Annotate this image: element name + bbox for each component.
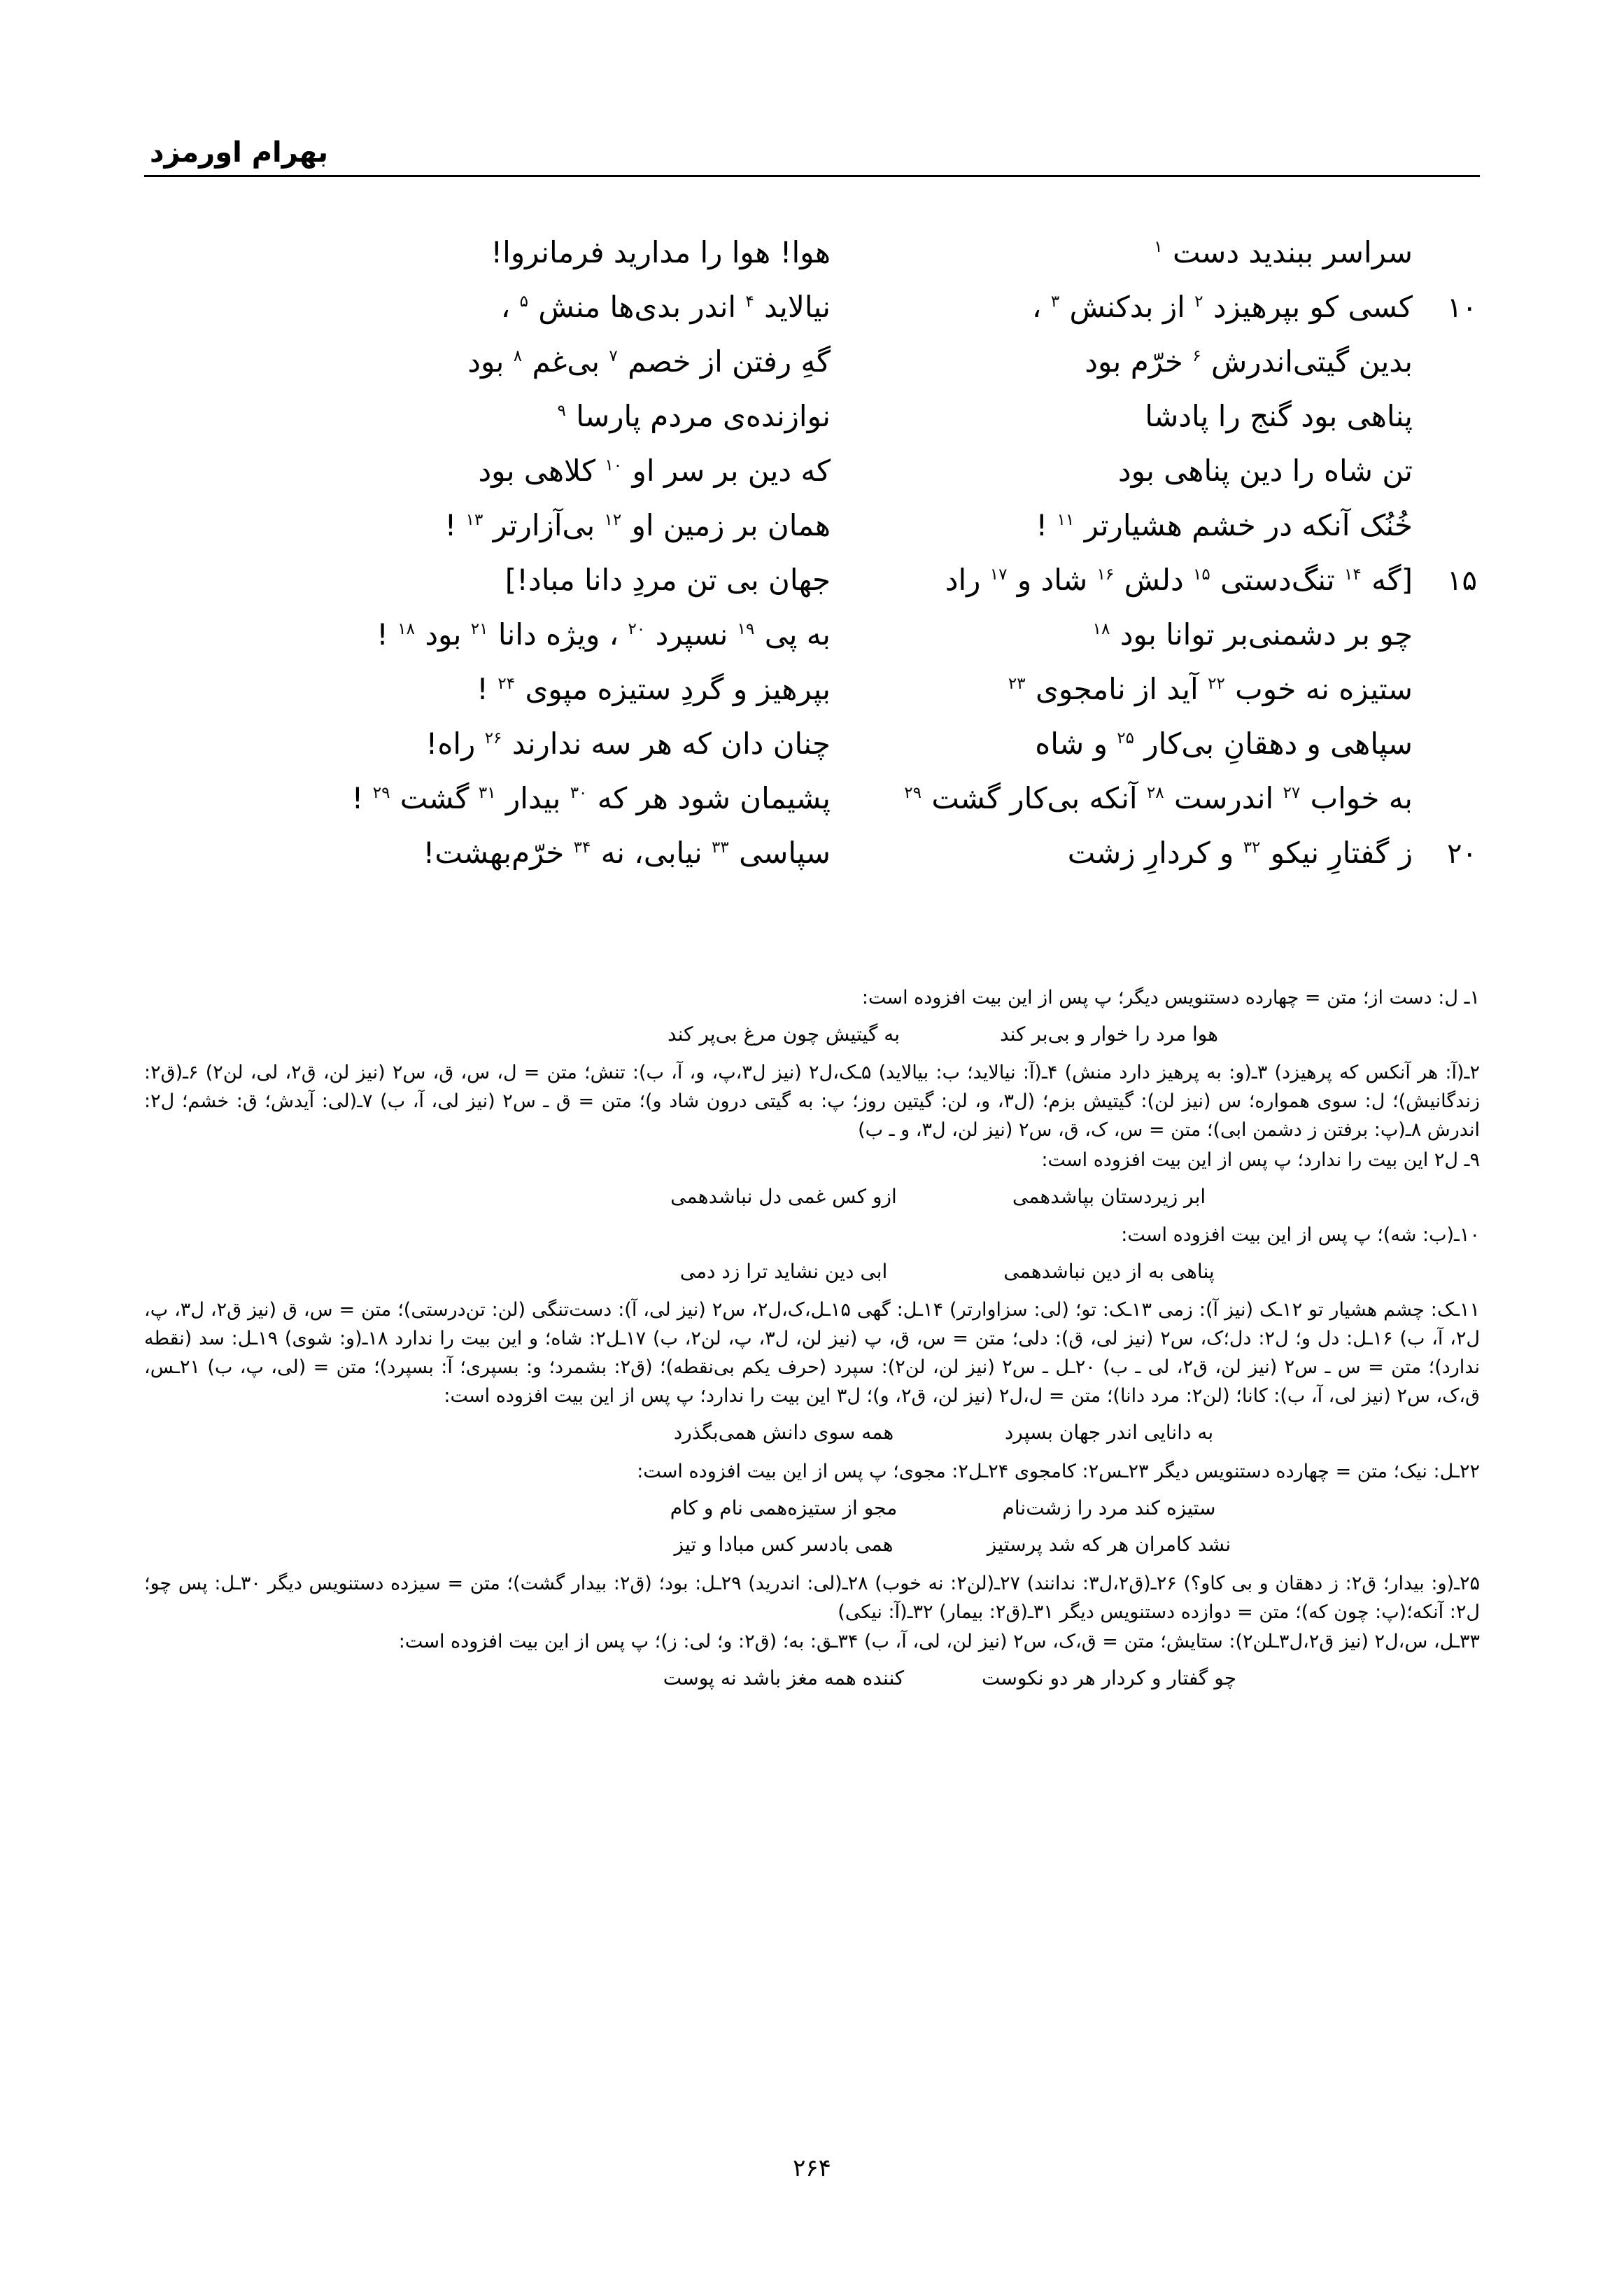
- verse-text: بدین گیتی‌اندرش: [1210, 344, 1413, 379]
- hemistich-first: [831, 399, 1413, 433]
- added-bayt: [144, 1420, 1480, 1445]
- added-bayt-hemistich-second: مجو از ستیزه‌همی نام و کام: [670, 1496, 898, 1519]
- verse-text: تنگ‌دستی: [1220, 563, 1335, 597]
- added-bayt-hemistich-first: هوا مرد را خوار و بی‌بر کند: [999, 1023, 1219, 1046]
- hemistich-inner: [1008, 672, 1413, 706]
- verse-text: ، ویژه دانا: [497, 617, 619, 652]
- verse-text: گهِ رفتن از خصم: [628, 344, 831, 379]
- added-bayt-hemistich-first: ابر زیردستان بپاشدهمی: [1012, 1184, 1206, 1208]
- verse-line: [144, 781, 1480, 838]
- apparatus-note: ۳۳ـل، س،ل۲ (نیز ق۲،ل۳ـلن۲): ستایش؛ متن = ق،ک، س۲ (نیز لن، لی، آ، ب) ۳۴ـق: به؛ (ق۲: و؛ لی: ز)؛ پ پس از این بیت افزوده است:: [398, 1630, 1480, 1652]
- verse-text: بی‌آزارتر: [493, 508, 595, 542]
- verse-text: سپاسی: [739, 836, 831, 870]
- footnote-marker: ۳۴: [573, 838, 591, 857]
- hemistich-inner: [476, 672, 831, 706]
- added-bayt: [144, 1022, 1480, 1047]
- verse-line: [144, 344, 1480, 402]
- verse-text: کلاهی بود: [478, 454, 596, 488]
- verse-text: بود: [425, 617, 462, 652]
- verse-text: که دین بر سر او: [632, 454, 831, 488]
- hemistich-first: [831, 290, 1413, 324]
- verse-text: !: [476, 672, 488, 706]
- hemistich-first: [831, 838, 1413, 868]
- hemistich-inner: [425, 726, 831, 761]
- hemistich-inner: [423, 838, 831, 868]
- hemistich-inner: [1118, 456, 1413, 486]
- footnote-marker: ۱۷: [989, 566, 1008, 584]
- footnote-marker: ۲۸: [1146, 784, 1164, 802]
- footnote-marker: ۱: [1154, 238, 1163, 256]
- verse-text: !: [376, 617, 388, 652]
- hemistich-inner: [478, 456, 831, 486]
- added-bayt-hemistich-second: همه سوی دانش همی‌بگذرد: [673, 1421, 894, 1445]
- verse-text: آید از نامجوی: [1036, 672, 1199, 706]
- verse-text: و شاه: [1035, 726, 1108, 761]
- hemistich-second: [244, 508, 831, 542]
- verse-line: [144, 672, 1480, 729]
- verse-text: بپرهیز و گردِ ستیزه مپوی: [525, 672, 831, 706]
- verse-text: ،: [500, 290, 511, 324]
- apparatus-note: ۱ـ ل: دست از؛ متن = چهارده دستنویس دیگر؛ پ پس از این بیت افزوده است:: [861, 987, 1480, 1009]
- verse-text: از بدکنش: [1069, 290, 1185, 324]
- footnote-marker: ۲۵: [1117, 729, 1134, 747]
- verse-text: ،: [1031, 290, 1042, 324]
- verse-text: خرّم‌بهشت!: [423, 836, 565, 870]
- added-bayt: [144, 1496, 1480, 1521]
- footnote-marker: ۲۷: [1283, 784, 1301, 802]
- verse-text: بیدار: [505, 781, 561, 815]
- footnote-marker: ۱۹: [737, 620, 755, 638]
- hemistich-inner: [1068, 838, 1413, 868]
- verse-text: نیالاید: [764, 290, 831, 324]
- hemistich-inner: [557, 399, 831, 433]
- hemistich-second: [244, 672, 831, 706]
- added-bayt-hemistich-first: پناهی به از دین نباشدهمی: [1003, 1259, 1215, 1283]
- hemistich-inner: [1092, 617, 1413, 652]
- verse-text: راد: [945, 563, 981, 597]
- verse-line: [144, 456, 1480, 511]
- hemistich-inner: [1036, 508, 1413, 542]
- footnote-marker: ۸: [513, 347, 523, 365]
- verse-text: بی‌غم: [532, 344, 600, 379]
- footnote-marker: ۳۲: [1243, 838, 1261, 857]
- added-bayt-hemistich-second: به گیتیش چون مرغ بی‌پر کند: [667, 1023, 901, 1046]
- added-bayt-hemistich-first: چو گفتار و کردار هر دو نکوست: [981, 1666, 1237, 1690]
- verse-text: اندرست: [1174, 781, 1274, 815]
- verse-text: به پی: [764, 617, 831, 652]
- footnote-marker: ۱۸: [1092, 620, 1110, 638]
- verse-text: هوا!: [779, 235, 831, 269]
- verse-line: [144, 838, 1480, 893]
- footnote-marker: ۱۳: [465, 511, 483, 529]
- verse-text: کسی کو بپرهیزد: [1213, 290, 1413, 324]
- hemistich-inner: [467, 344, 831, 379]
- folio-number: ۲۶۴: [793, 2154, 831, 2182]
- hemistich-inner: [504, 563, 831, 597]
- verse-text: سراسر ببندید دست: [1172, 235, 1413, 269]
- footnote-marker: ۲۱: [470, 620, 488, 638]
- verse-number: ۱۰: [1447, 292, 1477, 324]
- hemistich-inner: [376, 617, 831, 652]
- verse-line: [144, 508, 1480, 566]
- apparatus-note: ۹ـ ل۲ این بیت را ندارد؛ پ پس از این بیت افزوده است:: [1041, 1148, 1480, 1171]
- apparatus-note: ۲۲ـل: نیک؛ متن = چهارده دستنویس دیگر ۲۳ـس۲: کامجوی ۲۴ـل۲: مجوی؛ پ پس از این بیت افزوده است:: [637, 1460, 1480, 1482]
- footnote-marker: ۲: [1194, 293, 1203, 311]
- footnote-marker: ۹: [557, 402, 566, 420]
- hemistich-inner: [1145, 399, 1413, 433]
- added-bayt: [144, 1532, 1480, 1557]
- verse-text: نیابی، نه: [600, 836, 702, 870]
- hemistich-second: [244, 726, 831, 761]
- footnote-marker: ۱۵: [1193, 566, 1210, 584]
- added-bayt-hemistich-second: کننده همه مغز باشد نه پوست: [663, 1666, 905, 1690]
- verse-line: [144, 235, 1480, 293]
- hemistich-second: [244, 456, 831, 486]
- footnote-marker: ۲۲: [1208, 675, 1225, 693]
- verse-text: آنکه بی‌کار گشت: [931, 781, 1138, 815]
- hemistich-second: [244, 781, 831, 815]
- verse-text: چو بر دشمنی‌بر توانا بود: [1120, 617, 1413, 652]
- verse-text: !: [351, 781, 364, 815]
- apparatus-note: ۲۵ـ(و: بیدار؛ ق۲: ز دهقان و بی کاو؟) ۲۶ـ(ق۲،ل۳: ندانند) ۲۷ـ(لن۲: نه خوب) ۲۸ـ(لی: اندرید) ۲۹ـل: بود؛ (ق۲: بیدار گشت)؛ متن = سیزده دستنویس دیگر ۳۰ـل: پس چو؛ل۲: آنکه؛(پ: چون که)؛ متن = دوازده دستنویس دیگر ۳۱ـ(ق۲: بیمار) ۳۲ـ(آ: نیکی): [144, 1572, 1481, 1623]
- verse-line: [144, 399, 1480, 456]
- verse-text: هوا را مدارید فرمانروا!: [490, 235, 771, 269]
- apparatus-note: ۱۱ـک: چشم هشیار تو ۱۲ـک (نیز آ): زمی ۱۳ـک: تو؛ (لی: سزاوارتر) ۱۴ـل: گهی ۱۵ـل،ک،ل۲، س۲ (نیز لی، آ): دست‌تنگی (لن: تن‌درستی)؛ متن = س، ق (نیز ق۲، ل۳، پ، ل۲، آ، ب) ۱۶ـل: دل و؛ ل۲: دل؛ک، س۲ (نیز لی، ق): دلی؛ متن = س، ق، پ (نیز لن، ل۳، پ، لن۲، ب) ۱۷ـل۲: شاه؛ و این بیت را ندارد ۱۸ـ(و: شوی) ۱۹ـل: سد (نقطه ندارد)؛ متن = س ـ س۲ (نیز لن، ق۲، لی ـ ب) ۲۰ـل ـ س۲ (نیز لن، لن۲): سپرد (حرف یکم بی‌نقطه)؛ (ق۲: بشمرد؛ و: بسپری؛ آ: بسپرد)؛ متن = (لی، پ، ب) ۲۱ـس، ق،ک، س۲ (نیز لی، آ، ب): کانا؛ (لن۲: مرد دانا)؛ متن = ل،ل۲ (نیز لن، ق۲، و)؛ ل۳ این بیت را ندارد؛ پ پس از این بیت افزوده است:: [144, 1299, 1480, 1407]
- added-bayt-hemistich-first: نشد کامران هر که شد پرستیز: [987, 1533, 1231, 1557]
- footnote-marker: ۱۱: [1057, 511, 1075, 529]
- critical-apparatus: [144, 983, 1480, 1702]
- added-bayt-hemistich-second: همی بادسر کس مبادا و تیز: [674, 1533, 894, 1557]
- added-bayt: [144, 1259, 1480, 1284]
- hemistich-second: [244, 617, 831, 652]
- footnote-marker: ۲۹: [372, 784, 390, 802]
- verse-text: ستیزه نه خوب: [1235, 672, 1413, 706]
- verse-text: تن شاه را دین پناهی بود: [1117, 454, 1413, 488]
- footnote-marker: ۲۹: [904, 784, 922, 802]
- hemistich-inner: [351, 781, 831, 815]
- verse-text: دلش: [1124, 563, 1184, 597]
- verse-text: اندر بدی‌ها منش: [538, 290, 737, 324]
- footnote-marker: ۲۳: [1008, 675, 1026, 693]
- footnote-marker: ۶: [1192, 347, 1201, 365]
- apparatus-note: ۱۰ـ(ب: شه)؛ پ پس از این بیت افزوده است:: [1121, 1223, 1480, 1246]
- hemistich-inner: [1085, 344, 1413, 379]
- hemistich-first: [831, 344, 1413, 379]
- hemistich-inner: [500, 290, 831, 324]
- hemistich-first: [831, 726, 1413, 761]
- footnote-marker: ۴: [745, 293, 754, 311]
- footnote-marker: ۱۴: [1344, 566, 1362, 584]
- hemistich-second: [244, 344, 831, 379]
- hemistich-first: [831, 508, 1413, 542]
- verse-text: خُنُک آنکه در خشم هشیارتر: [1084, 508, 1413, 542]
- header-rule: [144, 175, 1480, 177]
- verse-text: همان بر زمین او: [631, 508, 831, 542]
- footnote-marker: ۱۲: [604, 511, 622, 529]
- hemistich-second: [244, 290, 831, 324]
- hemistich-second: [244, 838, 831, 868]
- verse-text: سپاهی و دهقانِ بی‌کار: [1144, 726, 1413, 761]
- hemistich-inner: [945, 563, 1413, 597]
- hemistich-inner: [1035, 726, 1413, 761]
- hemistich-second: [244, 563, 831, 597]
- verse-text: پشیمان شود هر که: [597, 781, 831, 815]
- verse-text: !: [1036, 508, 1048, 542]
- footnote-marker: ۳۳: [712, 838, 729, 857]
- footnote-marker: ۵: [519, 293, 529, 311]
- verse-text: پناهی بود گنج را پادشا: [1145, 399, 1413, 433]
- added-bayt-hemistich-first: ستیزه کند مرد را زشت‌نام: [1002, 1496, 1216, 1519]
- added-bayt-hemistich-second: ابی دین نشاید ترا زد دمی: [679, 1259, 888, 1283]
- running-head-area: [144, 137, 1480, 177]
- hemistich-second: [244, 235, 831, 269]
- verse-number: ۱۵: [1447, 565, 1477, 597]
- hemistich-first: [831, 672, 1413, 706]
- verse-block: [144, 235, 1480, 893]
- hemistich-inner: [1154, 235, 1413, 269]
- verse-text: جهان بی تن مردِ دانا مباد!]: [504, 563, 831, 597]
- footnote-marker: ۳۰: [570, 784, 588, 802]
- hemistich-inner: [490, 235, 831, 269]
- footnote-marker: ۲۶: [484, 729, 502, 747]
- added-bayt-hemistich-first: به دانایی اندر جهان بسپرد: [1004, 1421, 1214, 1445]
- hemistich-first: [831, 456, 1413, 486]
- footnote-marker: ۲۰: [628, 620, 646, 638]
- verse-line: [144, 617, 1480, 675]
- verse-text: و کردارِ زشت: [1067, 836, 1234, 870]
- verse-line: [144, 290, 1480, 347]
- hemistich-first: [831, 781, 1413, 815]
- hemistich-inner: [1031, 290, 1413, 324]
- verse-line: [144, 726, 1480, 784]
- added-bayt: [144, 1666, 1480, 1691]
- added-bayt: [144, 1184, 1480, 1209]
- verse-text: چنان دان که هر سه ندارند: [511, 726, 831, 761]
- added-bayt-hemistich-second: ازو کس غمی دل نباشدهمی: [670, 1184, 897, 1208]
- running-head-title: بهرام اورمزد: [150, 136, 329, 169]
- footnote-marker: ۱۰: [605, 456, 623, 475]
- verse-text: نسپرد: [655, 617, 728, 652]
- verse-number: ۲۰: [1447, 838, 1477, 870]
- footnote-marker: ۱۸: [397, 620, 415, 638]
- verse-text: شاد و: [1017, 563, 1088, 597]
- hemistich-first: [831, 617, 1413, 652]
- verse-text: خرّم بود: [1085, 344, 1183, 379]
- apparatus-note: ۲ـ(آ: هر آنکس که پرهیزد) ۳ـ(و: به پرهیز دارد منش) ۴ـ(آ: نیالاید؛ ب: بیالاید) ۵ـک،ل۲ (نیز ل۳،پ، و، آ، ب): تنش؛ متن = ل، س، ق، س۲ (نیز لن، ق۲، لی، لن۲) ۶ـ(ق۲: زندگانیش)؛ ل: سوی همواره؛ س (نیز لن): گیتیش بزم؛ (ل۳، و، لن: گیتین روز؛ پ: به گیتی درون شاد و)؛ متن = ق ـ س۲ (نیز لی، آ، ب) ۷ـ(لی: آیدش؛ ق: خشم؛ ل۲: اندرش ۸ـ(پ: برفتن ز دشمن ابی)؛ متن = س، ک، ق، س۲ (نیز لن، ل۳، و ـ ب): [144, 1062, 1480, 1142]
- footnote-marker: ۷: [609, 347, 618, 365]
- verse-text: !: [444, 508, 457, 542]
- hemistich-inner: [904, 781, 1413, 815]
- verse-text: راه!: [425, 726, 476, 761]
- verse-text: [گه: [1371, 563, 1413, 597]
- footnote-marker: ۱۶: [1096, 566, 1115, 584]
- verse-text: ز گفتارِ نیکو: [1270, 836, 1413, 870]
- hemistich-second: [244, 399, 831, 433]
- footnote-marker: ۳۱: [478, 784, 496, 802]
- footnote-marker: ۲۴: [497, 675, 516, 693]
- verse-text: گشت: [400, 781, 469, 815]
- hemistich-inner: [444, 508, 831, 542]
- footnote-marker: ۳: [1050, 293, 1060, 311]
- verse-line: [144, 563, 1480, 620]
- verse-text: به خواب: [1310, 781, 1413, 815]
- hemistich-first: [831, 563, 1413, 597]
- verse-text: بود: [467, 344, 504, 379]
- verse-text: نوازنده‌ی مردم پارسا: [576, 399, 831, 433]
- hemistich-first: [831, 235, 1413, 269]
